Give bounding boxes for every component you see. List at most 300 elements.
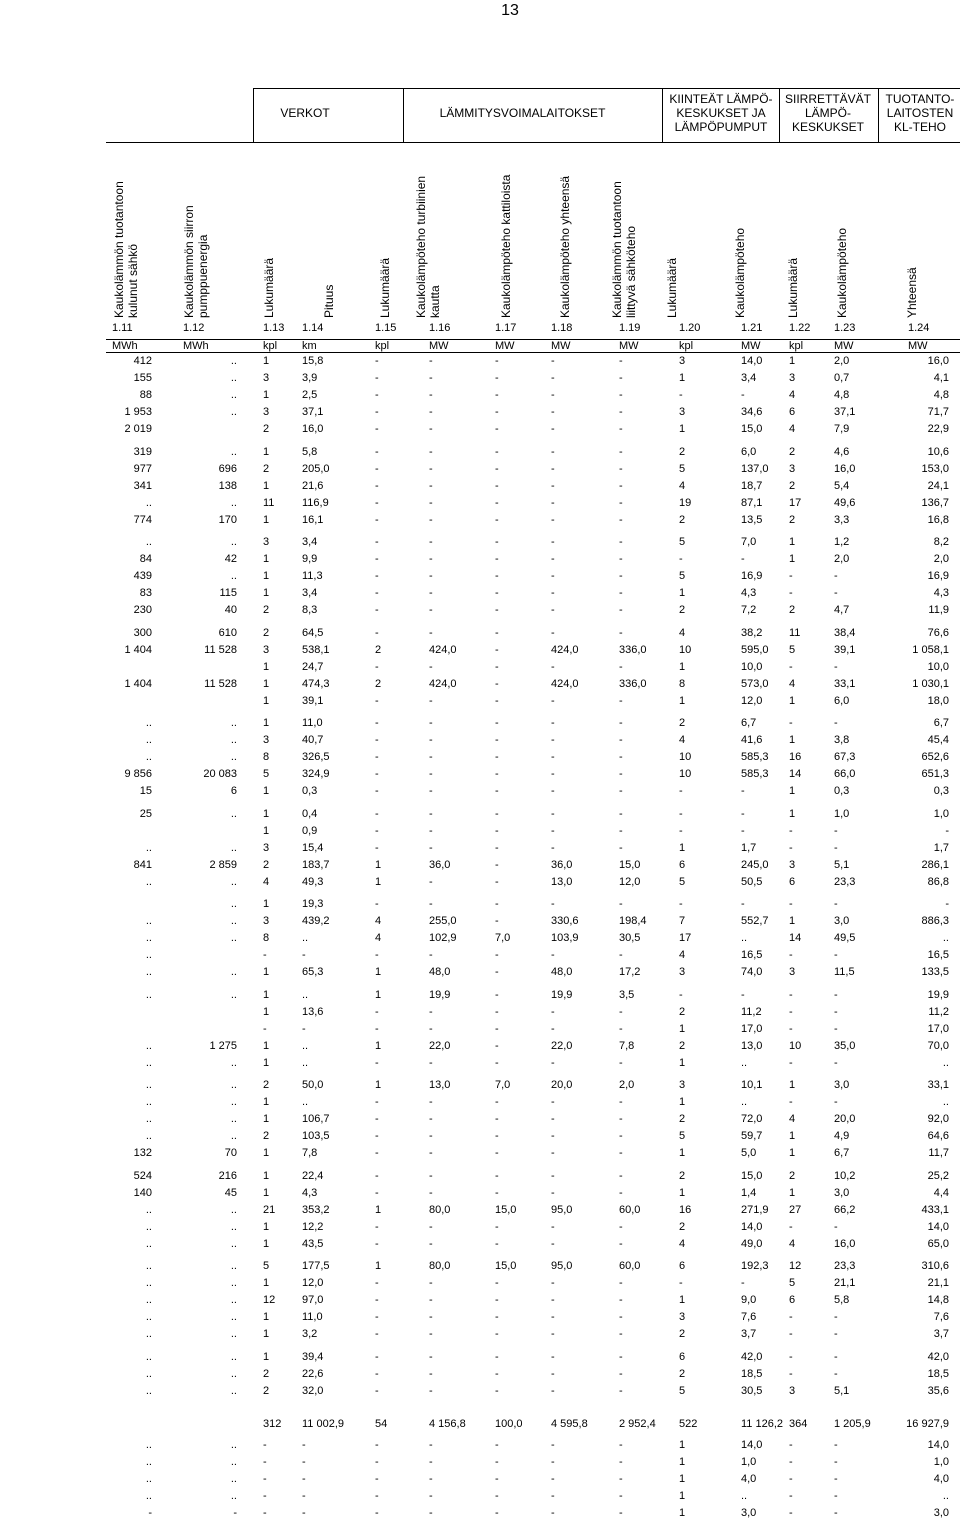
table-row-cell: 3: [679, 355, 686, 367]
table-row-cell: -: [834, 1455, 838, 1468]
table-row-cell: 23,3: [834, 875, 856, 888]
table-row-cell: 86,8: [927, 875, 949, 888]
table-row-cell: 1: [375, 858, 382, 871]
table-row-cell: 2: [789, 604, 796, 617]
table-row-cell: 1: [375, 1260, 382, 1272]
table-row-cell: -: [834, 1507, 838, 1520]
table-row-cell: 7,8: [619, 1039, 635, 1052]
table-row-cell: 336,0: [619, 677, 647, 690]
table-row-cell: -: [619, 1294, 623, 1307]
table-row-cell: -: [551, 1384, 555, 1397]
table-row-cell: 14: [789, 932, 802, 945]
table-row-cell: -: [679, 553, 683, 566]
table-row-cell: 22,6: [302, 1367, 324, 1380]
table-row-cell: 3,5: [619, 988, 635, 1001]
column-code: 1.11: [112, 322, 133, 334]
table-row-cell: 14,0: [927, 1220, 949, 1233]
table-row-cell: -: [834, 570, 838, 583]
table-row-cell: -: [375, 898, 379, 910]
column-title: Kaukolämmön tuotantoon: [112, 181, 126, 318]
table-row-cell: 1 404: [124, 643, 152, 656]
table-row-cell: 12,2: [302, 1220, 324, 1233]
table-row-cell: 300: [133, 626, 152, 639]
table-row-cell: 424,0: [429, 677, 457, 690]
column-title: pumppuenergia: [196, 234, 210, 318]
table-row-cell: 7,0: [495, 932, 511, 945]
table-row-cell: -: [429, 1147, 433, 1160]
table-row-cell: 4,6: [834, 445, 850, 458]
table-row-cell: ..: [230, 1384, 237, 1397]
table-row-cell: -: [551, 536, 555, 548]
table-row-cell: -: [375, 785, 379, 798]
table-row-cell: 38,4: [834, 626, 856, 639]
table-row-cell: -: [495, 1473, 499, 1485]
table-row-cell: 5: [789, 1277, 796, 1290]
table-row-cell: -: [834, 1328, 838, 1341]
table-row-cell: 3: [263, 643, 270, 656]
table-row-cell: ..: [145, 1438, 152, 1451]
table-row-cell: 1: [263, 694, 270, 707]
table-row-cell: 538,1: [302, 643, 330, 656]
table-row-cell: 1: [263, 824, 270, 837]
table-row-cell: 1: [263, 1350, 270, 1363]
table-row-cell: ..: [145, 1237, 152, 1250]
table-row-cell: 1: [263, 587, 270, 600]
column-title: kulunut sähkö: [126, 243, 140, 318]
table-row-cell: ..: [230, 988, 237, 1001]
table-row-cell: 11: [263, 496, 275, 509]
table-row-cell: -: [789, 587, 793, 600]
table-row-cell: -: [619, 626, 623, 639]
table-row-cell: 1: [263, 717, 270, 729]
total-row-cell: 11 126,2: [741, 1417, 784, 1430]
table-row-cell: -: [375, 1438, 379, 1451]
table-row-cell: 1 058,1: [912, 643, 949, 656]
table-row-cell: 5,1: [834, 858, 850, 871]
table-row-cell: 25,2: [927, 1169, 949, 1182]
table-row-cell: 6,7: [933, 717, 949, 729]
table-row-cell: -: [619, 1328, 623, 1341]
table-row-cell: 15,8: [302, 355, 324, 367]
table-row-cell: -: [789, 949, 793, 962]
table-row-cell: -: [495, 807, 499, 820]
table-row-cell: 1: [679, 694, 686, 707]
table-row-cell: -: [551, 717, 555, 729]
table-row-cell: -: [495, 570, 499, 583]
table-row-cell: -: [495, 389, 499, 402]
table-row-cell: ..: [230, 570, 237, 583]
table-row-cell: 433,1: [921, 1203, 949, 1216]
table-row-cell: 4: [679, 626, 686, 639]
table-row-cell: -: [619, 1130, 623, 1143]
table-row-cell: -: [495, 1277, 499, 1290]
table-row-cell: ..: [145, 1260, 152, 1272]
table-row-cell: -: [429, 1350, 433, 1363]
group-header-line: LÄMPÖ-: [804, 106, 851, 120]
table-row-cell: -: [429, 372, 433, 385]
table-row-cell: 13,6: [302, 1005, 324, 1018]
table-row-cell: 15,0: [495, 1203, 517, 1216]
table-row-cell: -: [429, 841, 433, 854]
table-row-cell: 886,3: [921, 915, 949, 928]
table-row-cell: 16,5: [927, 949, 949, 962]
table-row-cell: -: [375, 824, 379, 837]
column-code: 1.23: [834, 322, 856, 334]
table-row-cell: 2: [679, 1328, 686, 1341]
table-row-cell: -: [551, 1473, 555, 1485]
group-separator: [662, 88, 663, 142]
table-row-cell: ..: [230, 355, 237, 367]
table-row-cell: -: [551, 1367, 555, 1380]
table-row-cell: -: [834, 1096, 838, 1109]
table-row-cell: -: [495, 626, 499, 639]
table-row-cell: -: [302, 1455, 306, 1468]
table-row-cell: -: [429, 1005, 433, 1018]
table-row-cell: -: [375, 734, 379, 747]
table-row-cell: ..: [145, 1039, 152, 1052]
table-row-cell: -: [551, 423, 555, 436]
table-row-cell: 16,9: [741, 570, 763, 583]
table-row-cell: -: [495, 949, 499, 962]
table-row-cell: -: [619, 536, 623, 548]
table-row-cell: 10,6: [927, 445, 949, 458]
table-row-cell: 3: [263, 734, 270, 747]
column-unit: kpl: [679, 340, 694, 352]
table-row-cell: 70,0: [927, 1039, 949, 1052]
table-row-cell: 50,5: [741, 875, 763, 888]
table-row-cell: ..: [230, 1056, 237, 1069]
column-unit: MWh: [183, 340, 209, 352]
table-row-cell: 0,3: [834, 785, 850, 798]
table-row-cell: 4: [679, 734, 686, 747]
table-row-cell: 3: [263, 406, 270, 419]
table-row-cell: 10: [679, 768, 692, 781]
table-row-cell: 17,0: [741, 1022, 763, 1035]
table-row-cell: -: [495, 372, 499, 385]
table-row-cell: ..: [230, 875, 237, 888]
table-row-cell: ..: [230, 734, 237, 747]
table-row-cell: 192,3: [741, 1260, 769, 1272]
table-row-cell: -: [551, 1130, 555, 1143]
table-row-cell: -: [375, 1186, 379, 1199]
table-row-cell: 1: [263, 1056, 270, 1069]
table-row-cell: -: [429, 717, 433, 729]
table-row-cell: -: [619, 1096, 623, 1109]
table-row-cell: 19,9: [429, 988, 451, 1001]
table-row-cell: ..: [230, 1113, 237, 1126]
table-row-cell: -: [551, 807, 555, 820]
table-row-cell: ..: [230, 1311, 237, 1324]
page-number: 13: [501, 2, 519, 19]
table-row-cell: -: [429, 1438, 433, 1451]
table-row-cell: ..: [230, 1079, 237, 1091]
table-row-cell: -: [495, 406, 499, 419]
table-row-cell: 2: [679, 1113, 686, 1126]
table-row-cell: -: [619, 824, 623, 837]
table-row-cell: -: [429, 660, 433, 673]
table-row-cell: -: [834, 1490, 838, 1503]
table-row-cell: 37,1: [834, 406, 856, 419]
table-row-cell: -: [789, 1350, 793, 1363]
table-row-cell: ..: [302, 988, 309, 1001]
table-row-cell: 4: [679, 1237, 686, 1250]
table-row-cell: -: [429, 949, 433, 962]
table-row-cell: 21,1: [834, 1277, 856, 1290]
table-row-cell: 1: [789, 1130, 796, 1143]
table-row-cell: 552,7: [741, 915, 769, 928]
table-row-cell: 11,2: [741, 1005, 762, 1018]
table-row-cell: -: [789, 1455, 793, 1468]
table-row-cell: 39,1: [834, 643, 856, 656]
table-row-cell: 6: [679, 1350, 686, 1363]
table-row-cell: 24,1: [927, 479, 949, 492]
table-row-cell: -: [495, 660, 499, 673]
table-row-cell: 255,0: [429, 915, 457, 928]
table-row-cell: 60,0: [619, 1203, 641, 1216]
table-row-cell: 11,9: [928, 604, 949, 617]
table-row-cell: 4,9: [834, 1130, 850, 1143]
column-title: Kaukolämmön siirron: [182, 205, 196, 318]
table-row-cell: -: [834, 1438, 838, 1451]
table-row-cell: ..: [145, 1311, 152, 1324]
table-row-cell: 1 404: [124, 677, 152, 690]
table-row-cell: 2 019: [124, 423, 152, 436]
table-row-cell: 103,5: [302, 1130, 330, 1143]
header-top-rule: [253, 88, 960, 89]
column-title: Kaukolämpöteho yhteensä: [558, 175, 572, 318]
table-row-cell: -: [619, 734, 623, 747]
table-row-cell: 0,7: [834, 372, 850, 385]
table-row-cell: -: [495, 604, 499, 617]
table-row-cell: -: [375, 768, 379, 781]
column-unit: MW: [741, 340, 761, 352]
table-row-cell: -: [429, 785, 433, 798]
table-row-cell: 1: [263, 1277, 270, 1290]
table-row-cell: 45: [224, 1186, 237, 1199]
table-row-cell: 66,0: [834, 768, 856, 781]
table-row-cell: -: [551, 1056, 555, 1069]
table-row-cell: -: [834, 1311, 838, 1324]
table-row-cell: -: [551, 513, 555, 526]
table-row-cell: 183,7: [302, 858, 330, 871]
table-row-cell: -: [619, 355, 623, 367]
table-row-cell: -: [619, 1367, 623, 1380]
table-row-cell: 2: [263, 604, 270, 617]
table-row-cell: 2: [263, 1079, 270, 1091]
table-row-cell: -: [375, 1005, 379, 1018]
table-row-cell: -: [495, 1294, 499, 1307]
table-row-cell: 6: [679, 858, 686, 871]
table-row-cell: ..: [230, 841, 237, 854]
table-row-cell: ..: [145, 1367, 152, 1380]
group-header-line: SIIRRETTÄVÄT: [784, 92, 871, 106]
table-row-cell: -: [375, 406, 379, 419]
table-row-cell: 1 275: [209, 1039, 237, 1052]
table-row-cell: 3,4: [741, 372, 757, 385]
table-row-cell: -: [375, 587, 379, 600]
column-title: Kaukolämpöteho: [733, 227, 747, 318]
table-row-cell: 1: [263, 1096, 270, 1109]
table-row-cell: 1: [263, 785, 270, 798]
column-code: 1.16: [429, 322, 451, 334]
group-separator: [878, 88, 879, 142]
table-row-cell: -: [551, 1277, 555, 1290]
table-row-cell: 5,1: [834, 1384, 850, 1397]
table-row-cell: -: [495, 694, 499, 707]
table-row-cell: 87,1: [741, 496, 763, 509]
table-row-cell: -: [495, 1147, 499, 1160]
total-row-cell: 2 952,4: [619, 1417, 656, 1430]
table-row-cell: -: [619, 604, 623, 617]
table-row-cell: 3: [263, 915, 270, 928]
table-row-cell: 1: [789, 1186, 796, 1199]
table-row-cell: 1: [679, 1096, 686, 1109]
table-row-cell: 1: [679, 1455, 686, 1468]
table-row-cell: 1: [263, 677, 270, 690]
table-row-cell: 0,4: [302, 807, 318, 820]
table-row-cell: 7,6: [933, 1311, 949, 1324]
table-row-cell: -: [495, 1384, 499, 1397]
table-row-cell: 12,0: [302, 1277, 324, 1290]
table-row-cell: -: [619, 1022, 623, 1035]
table-row-cell: ..: [145, 1473, 152, 1485]
table-row-cell: -: [551, 1237, 555, 1250]
table-row-cell: -: [619, 1237, 623, 1250]
table-row-cell: 0,3: [302, 785, 318, 798]
table-row-cell: 18,5: [741, 1367, 763, 1380]
table-row-cell: -: [551, 768, 555, 781]
table-row-cell: 2,0: [834, 553, 850, 566]
table-row-cell: 5: [679, 1384, 686, 1397]
table-row-cell: 34,6: [741, 406, 763, 419]
table-row-cell: 3: [263, 536, 270, 548]
table-row-cell: 74,0: [741, 966, 763, 979]
table-row-cell: 10: [679, 751, 692, 764]
table-row-cell: 88: [139, 389, 152, 402]
table-row-cell: -: [495, 1328, 499, 1341]
table-row-cell: -: [551, 462, 555, 475]
table-row-cell: -: [551, 604, 555, 617]
table-row-cell: 6,7: [834, 1147, 850, 1160]
table-row-cell: 585,3: [741, 751, 769, 764]
table-row-cell: -: [834, 1473, 838, 1485]
table-row-cell: -: [148, 1507, 152, 1520]
table-row-cell: 1: [263, 1039, 270, 1052]
column-title: Pituus: [322, 284, 336, 318]
table-row-cell: -: [789, 1490, 793, 1503]
table-row-cell: -: [495, 423, 499, 436]
table-row-cell: -: [429, 751, 433, 764]
table-row-cell: 5: [679, 875, 686, 888]
table-row-cell: -: [429, 1473, 433, 1485]
table-row-cell: -: [551, 949, 555, 962]
table-row-cell: -: [551, 587, 555, 600]
column-code: 1.18: [551, 322, 573, 334]
table-row-cell: 14,0: [741, 1438, 763, 1451]
table-row-cell: -: [789, 988, 793, 1001]
table-row-cell: ..: [230, 1438, 237, 1451]
table-row-cell: 45,4: [927, 734, 949, 747]
table-row-cell: ..: [145, 536, 152, 548]
table-row-cell: ..: [230, 932, 237, 945]
table-row-cell: 14,0: [741, 1220, 763, 1233]
table-row-cell: ..: [230, 1130, 237, 1143]
table-row-cell: 10,0: [927, 660, 949, 673]
table-row-cell: 10,1: [741, 1079, 763, 1091]
total-row-cell: 364: [789, 1417, 808, 1430]
table-row-cell: -: [834, 824, 838, 837]
table-row-cell: -: [495, 1311, 499, 1324]
table-row-cell: ..: [230, 898, 237, 910]
table-row-cell: 8: [263, 751, 270, 764]
table-row-cell: ..: [230, 1490, 237, 1503]
table-row-cell: 1,7: [741, 841, 757, 854]
table-row-cell: ..: [145, 932, 152, 945]
table-row-cell: -: [375, 1169, 379, 1182]
column-code: 1.24: [908, 322, 930, 334]
table-row-cell: -: [495, 1056, 499, 1069]
group-separator: [403, 88, 404, 142]
table-row-cell: 1,0: [933, 1455, 949, 1468]
table-row-cell: 9 856: [124, 768, 152, 781]
table-row-cell: 2: [263, 423, 270, 436]
table-row-cell: -: [495, 1039, 499, 1052]
table-row-cell: 1: [263, 988, 270, 1001]
table-row-cell: 5,8: [302, 445, 318, 458]
column-title: Kaukolämpöteho kattiloista: [499, 174, 513, 318]
table-row-cell: -: [375, 1311, 379, 1324]
table-row-cell: ..: [230, 389, 237, 402]
table-row-cell: 3,8: [834, 734, 850, 747]
table-row-cell: 310,6: [921, 1260, 949, 1272]
table-row-cell: -: [619, 660, 623, 673]
table-row-cell: 64,6: [927, 1130, 949, 1143]
table-row-cell: -: [429, 1113, 433, 1126]
table-row-cell: 2 859: [209, 858, 237, 871]
table-row-cell: -: [375, 717, 379, 729]
column-unit: kpl: [789, 340, 804, 352]
table-row-cell: 2: [679, 604, 686, 617]
table-row-cell: -: [551, 734, 555, 747]
table-row-cell: -: [375, 1490, 379, 1503]
table-row-cell: 30,5: [741, 1384, 763, 1397]
table-row-cell: 80,0: [429, 1203, 451, 1216]
table-row-cell: 37,1: [302, 406, 324, 419]
table-row-cell: 324,9: [302, 768, 330, 781]
table-row-cell: ..: [230, 1455, 237, 1468]
table-row-cell: 8,2: [933, 536, 949, 548]
table-row-cell: 138: [218, 479, 237, 492]
table-row-cell: 7,0: [741, 536, 757, 548]
table-row-cell: ..: [230, 966, 237, 979]
table-row-cell: ..: [942, 932, 949, 945]
table-row-cell: -: [619, 1169, 623, 1182]
table-row-cell: 2: [263, 858, 270, 871]
table-row-cell: 42: [224, 553, 237, 566]
column-title: kautta: [428, 285, 442, 318]
table-row-cell: 132: [133, 1147, 152, 1160]
table-row-cell: 326,5: [302, 751, 330, 764]
table-row-cell: 14,0: [741, 355, 763, 367]
table-row-cell: 40,7: [302, 734, 324, 747]
table-row-cell: -: [375, 1113, 379, 1126]
table-row-cell: 330,6: [551, 915, 579, 928]
table-row-cell: 11: [789, 626, 801, 639]
table-row-cell: ..: [230, 1096, 237, 1109]
table-row-cell: 12,0: [741, 694, 763, 707]
table-row-cell: 12: [789, 1260, 802, 1272]
table-row-cell: -: [495, 841, 499, 854]
